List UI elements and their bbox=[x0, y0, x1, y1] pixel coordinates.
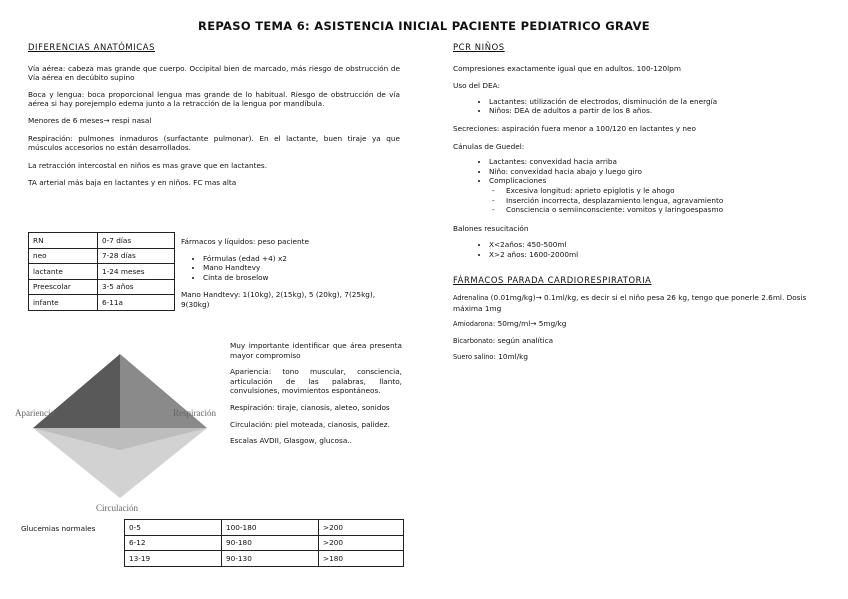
complications-list bbox=[453, 186, 823, 215]
table-row bbox=[29, 248, 175, 264]
table-cell: RN bbox=[29, 233, 98, 249]
list-item: • X>2 años: 1600-2000ml bbox=[489, 250, 823, 260]
assessment-triangle bbox=[15, 350, 225, 515]
table-row bbox=[29, 264, 175, 280]
table-cell: lactante bbox=[29, 264, 98, 280]
drugs-block bbox=[181, 237, 376, 310]
triangle-label-appearance: Apariencia bbox=[15, 408, 55, 418]
pcr-heading: PCR NIÑOS bbox=[453, 42, 505, 52]
table-cell: Preescolar bbox=[29, 279, 98, 295]
table-cell: 7-28 días bbox=[98, 248, 175, 264]
mouth-paragraph: Boca y lengua: boca proporcional lengua mas grande de lo habitual. Riesgo de obstrucción de vía aérea si hay porejemplo edema junto a la retracción de la lengua por mandíbula. bbox=[28, 89, 400, 109]
table-cell: 0-7 días bbox=[98, 233, 175, 249]
scales-note: Escalas AVDII, Glasgow, glucosa.. bbox=[230, 436, 352, 446]
breathing-paragraph: Respiración: pulmones inmaduros (surfactante pulmonar). En el lactante, buen tiraje ya que músculos accesorios no están desarrollados. bbox=[28, 133, 400, 153]
table-row bbox=[125, 535, 404, 551]
list-item: • X<2años: 450-500ml bbox=[489, 240, 823, 250]
list-item: • Lactantes: utilización de electrodos, disminución de la energía bbox=[489, 97, 823, 107]
table-cell: 90-180 bbox=[222, 535, 319, 551]
pressure-paragraph: TA arterial más baja en lactantes y en niños. FC mas alta bbox=[28, 178, 237, 188]
suero-text bbox=[453, 352, 823, 363]
table-row bbox=[29, 279, 175, 295]
table-cell: >200 bbox=[319, 535, 404, 551]
list-item: • Niños: DEA de adultos a partir de los 8 años. bbox=[489, 106, 823, 116]
amiodarona-dose: : 50mg/ml→ 5mg/kg bbox=[492, 319, 567, 329]
age-table bbox=[28, 232, 175, 311]
list-item: - Consciencia o semiinconsciente: vomitos y laringoespasmo bbox=[506, 205, 823, 215]
list-item: • Lactantes: convexidad hacia arriba bbox=[489, 157, 823, 167]
glucemias-table bbox=[124, 519, 404, 567]
table-cell: >200 bbox=[319, 520, 404, 536]
adrenalina-text bbox=[453, 293, 823, 313]
circulation-note: Circulación: piel moteada, cianosis, palidez. bbox=[230, 419, 390, 429]
table-cell: 6-12 bbox=[125, 535, 222, 551]
breathing-note: Respiración: tiraje, cianosis, aleteo, sonidos bbox=[230, 402, 390, 412]
table-cell: 3-5 años bbox=[98, 279, 175, 295]
table-row bbox=[125, 551, 404, 567]
adrenalina-label: Adrenalina bbox=[453, 294, 489, 303]
list-item: • Complicaciones bbox=[489, 176, 823, 186]
anatomy-heading: DIFERENCIAS ANATÓMICAS bbox=[28, 42, 155, 52]
table-cell: 6-11a bbox=[98, 295, 175, 311]
left-column bbox=[28, 43, 400, 188]
amiodarona-text bbox=[453, 319, 823, 330]
bicarbonato-dose: : según analítica bbox=[492, 335, 554, 345]
table-cell: infante bbox=[29, 295, 98, 311]
balones-title: Balones resucitación bbox=[453, 223, 529, 233]
table-row bbox=[125, 520, 404, 536]
list-item: • Mano Handtevy bbox=[203, 263, 376, 273]
dea-list bbox=[453, 97, 823, 116]
balones-list bbox=[453, 240, 823, 259]
amiodarona-label: Amiodarona bbox=[453, 320, 493, 329]
retraction-paragraph: La retracción intercostal en niños es mas grave que en lactantes. bbox=[28, 160, 268, 170]
triangle-notes bbox=[230, 341, 402, 446]
adrenalina-dose: (0.01mg/kg)→ 0.1ml/kg, es decir si el niño pesa 26 kg, tengo que ponerle 2.6ml. Dosis máxima 1mg bbox=[453, 293, 807, 313]
suero-dose: : 10ml/kg bbox=[493, 352, 528, 362]
table-cell: >180 bbox=[319, 551, 404, 567]
bicarbonato-text bbox=[453, 336, 823, 347]
table-cell: 0-5 bbox=[125, 520, 222, 536]
guedel-list bbox=[453, 157, 823, 186]
secretions-text: Secreciones: aspiración fuera menor a 100/120 en lactantes y neo bbox=[453, 123, 697, 133]
handtevy-text: Mano Handtevy: 1(10kg), 2(15kg), 5 (20kg), 7(25kg), 9(30kg) bbox=[181, 290, 376, 309]
list-item: - Excesiva longitud: aprieto epiglotis y le ahogo bbox=[506, 186, 823, 196]
triangle-label-circulation: Circulación bbox=[96, 503, 138, 513]
guedel-title: Cánulas de Guedel: bbox=[453, 141, 525, 151]
appearance-note: Apariencia: tono muscular, consciencia, articulación de las palabras, llanto, convulsiones, movimientos espontáneos. bbox=[230, 367, 402, 396]
triangle-label-breathing: Respiración bbox=[173, 408, 216, 418]
farmacos-heading: FÁRMACOS PARADA CARDIORESPIRATORIA bbox=[453, 274, 652, 285]
table-cell: 13-19 bbox=[125, 551, 222, 567]
table-cell: 100-180 bbox=[222, 520, 319, 536]
table-row bbox=[29, 233, 175, 249]
drugs-list bbox=[181, 254, 376, 283]
airway-paragraph: Vía aérea: cabeza mas grande que cuerpo. Occipital bien de marcado, más riesgo de obstrucción de Vía aérea en decúbito supino bbox=[28, 63, 400, 83]
list-item: - Inserción incorrecta, desplazamiento lengua, agravamiento bbox=[506, 196, 823, 206]
nasal-paragraph: Menores de 6 meses→ respi nasal bbox=[28, 115, 152, 125]
table-row bbox=[29, 295, 175, 311]
compressions-text: Compresiones exactamente igual que en adultos. 100-120lpm bbox=[453, 63, 681, 73]
drugs-title: Fármacos y líquidos: peso paciente bbox=[181, 237, 310, 246]
page-title: REPASO TEMA 6: ASISTENCIA INICIAL PACIENTE PEDIATRICO GRAVE bbox=[198, 19, 650, 33]
dea-title: Uso del DEA: bbox=[453, 81, 500, 91]
list-item: • Fórmulas (edad +4) x2 bbox=[203, 254, 376, 264]
list-item: • Cinta de broselow bbox=[203, 273, 376, 283]
table-cell: neo bbox=[29, 248, 98, 264]
suero-label: Suero salino bbox=[453, 353, 494, 362]
table-cell: 1-24 meses bbox=[98, 264, 175, 280]
glucemias-label: Glucemias normales bbox=[21, 524, 96, 533]
right-column bbox=[453, 43, 823, 363]
bicarbonato-label: Bicarbonato bbox=[453, 336, 493, 345]
list-item: • Niño: convexidad hacia abajo y luego giro bbox=[489, 167, 823, 177]
table-cell: 90-130 bbox=[222, 551, 319, 567]
triangle-intro: Muy importante identificar que área presenta mayor compromiso bbox=[230, 341, 402, 360]
